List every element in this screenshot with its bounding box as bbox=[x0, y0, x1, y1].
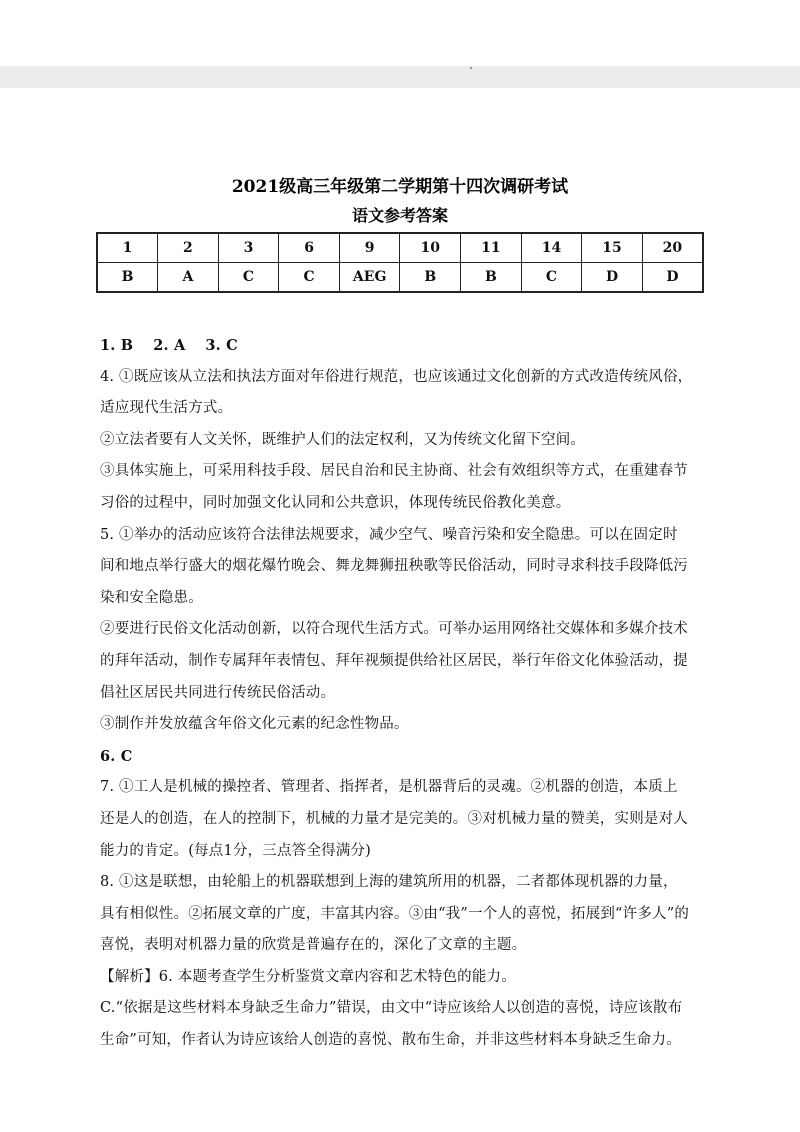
answer-cell: B bbox=[97, 263, 158, 293]
question-number-cell: 14 bbox=[521, 233, 582, 263]
answer-table-answer-row bbox=[97, 263, 703, 293]
question-number-cell: 15 bbox=[582, 233, 643, 263]
answer-cell: C bbox=[521, 263, 582, 293]
answer-cell: B bbox=[461, 263, 522, 293]
answer-7-line: 7. ①工人是机械的操控者、管理者、指挥者，是机器背后的灵魂。②机器的创造，本质上 bbox=[100, 779, 678, 796]
answer-4-line: 习俗的过程中，同时加强文化认同和公共意识，体现传统民俗教化美意。 bbox=[100, 494, 571, 511]
question-number-cell: 1 bbox=[97, 233, 158, 263]
answer-cell: AEG bbox=[339, 263, 400, 293]
question-number-cell: 9 bbox=[339, 233, 400, 263]
answer-cell: B bbox=[400, 263, 461, 293]
answer-8-line: 喜悦，表明对机器力量的欣赏是普遍存在的，深化了文章的主题。 bbox=[100, 937, 527, 954]
answer-6: 6. C bbox=[100, 747, 133, 765]
answer-table-question-row bbox=[97, 233, 703, 263]
answer-4-line: 4. ①既应该从立法和执法方面对年俗进行规范，也应该通过文化创新的方式改造传统风俗， bbox=[100, 368, 693, 385]
answer-cell: D bbox=[582, 263, 643, 293]
question-number-cell: 2 bbox=[158, 233, 219, 263]
answer-cell: C bbox=[218, 263, 279, 293]
answer-4-line: ③具体实施上，可采用科技手段、居民自治和民主协商、社会有效组织等方式，在重建春节 bbox=[100, 463, 688, 480]
answer-cell: C bbox=[279, 263, 340, 293]
answer-5-line: ③制作并发放蕴含年俗文化元素的纪念性物品。 bbox=[100, 716, 409, 733]
answer-table bbox=[96, 232, 704, 293]
exam-title: 2021级高三年级第二学期第十四次调研考试 bbox=[231, 177, 569, 197]
question-number-cell: 10 bbox=[400, 233, 461, 263]
exam-subtitle: 语文参考答案 bbox=[351, 206, 448, 225]
answers-1-3: 1. B 2. A 3. C bbox=[100, 337, 238, 354]
answer-5-line: 5. ①举办的活动应该符合法律法规要求，减少空气、噪音污染和安全隐患。可以在固定时 bbox=[100, 526, 678, 543]
scan-top-band bbox=[0, 66, 800, 88]
question-number-cell: 11 bbox=[461, 233, 522, 263]
answer-4-line: 适应现代生活方式。 bbox=[100, 400, 233, 417]
scan-speck bbox=[470, 67, 472, 69]
question-number-cell: 3 bbox=[218, 233, 279, 263]
question-number-cell: 6 bbox=[279, 233, 340, 263]
answer-4-line: ②立法者要有人文关怀，既维护人们的法定权利，又为传统文化留下空间。 bbox=[100, 431, 586, 448]
analysis-line: 生命”可知，作者认为诗应该给人创造的喜悦、散布生命，并非这些材料本身缺乏生命力。 bbox=[100, 1032, 681, 1049]
analysis-heading: 【解析】6. 本题考查学生分析鉴赏文章内容和艺术特色的能力。 bbox=[100, 968, 516, 985]
answer-5-line: 的拜年活动，制作专属拜年表情包、拜年视频提供给社区居民，举行年俗文化体验活动，提 bbox=[100, 652, 688, 669]
answer-7-line: 还是人的创造，在人的控制下，机械的力量才是完美的。③对机械力量的赞美，实则是对人 bbox=[100, 810, 688, 827]
answer-5-line: 染和安全隐患。 bbox=[100, 589, 203, 606]
analysis-line: C.“依据是这些材料本身缺乏生命力”错误，由文中“诗应该给人以创造的喜悦，诗应该散布 bbox=[100, 1000, 683, 1017]
answer-8-line: 具有相似性。②拓展文章的广度，丰富其内容。③由“我”一个人的喜悦，拓展到“许多人”的 bbox=[100, 905, 690, 922]
answer-8-line: 8. ①这是联想，由轮船上的机器联想到上海的建筑所用的机器，二者都体现机器的力量， bbox=[100, 874, 678, 891]
answer-5-line: 间和地点举行盛大的烟花爆竹晚会、舞龙舞狮扭秧歌等民俗活动，同时寻求科技手段降低污 bbox=[100, 558, 688, 575]
question-number-cell: 20 bbox=[642, 233, 703, 263]
answer-7-line: 能力的肯定。(每点1分，三点答全得满分) bbox=[100, 842, 372, 859]
answer-cell: D bbox=[642, 263, 703, 293]
answer-5-line: ②要进行民俗文化活动创新，以符合现代生活方式。可举办运用网络社交媒体和多媒介技术 bbox=[100, 621, 688, 638]
answer-explanations bbox=[100, 330, 700, 1057]
answer-5-line: 倡社区居民共同进行传统民俗活动。 bbox=[100, 684, 336, 701]
answer-cell: A bbox=[158, 263, 219, 293]
